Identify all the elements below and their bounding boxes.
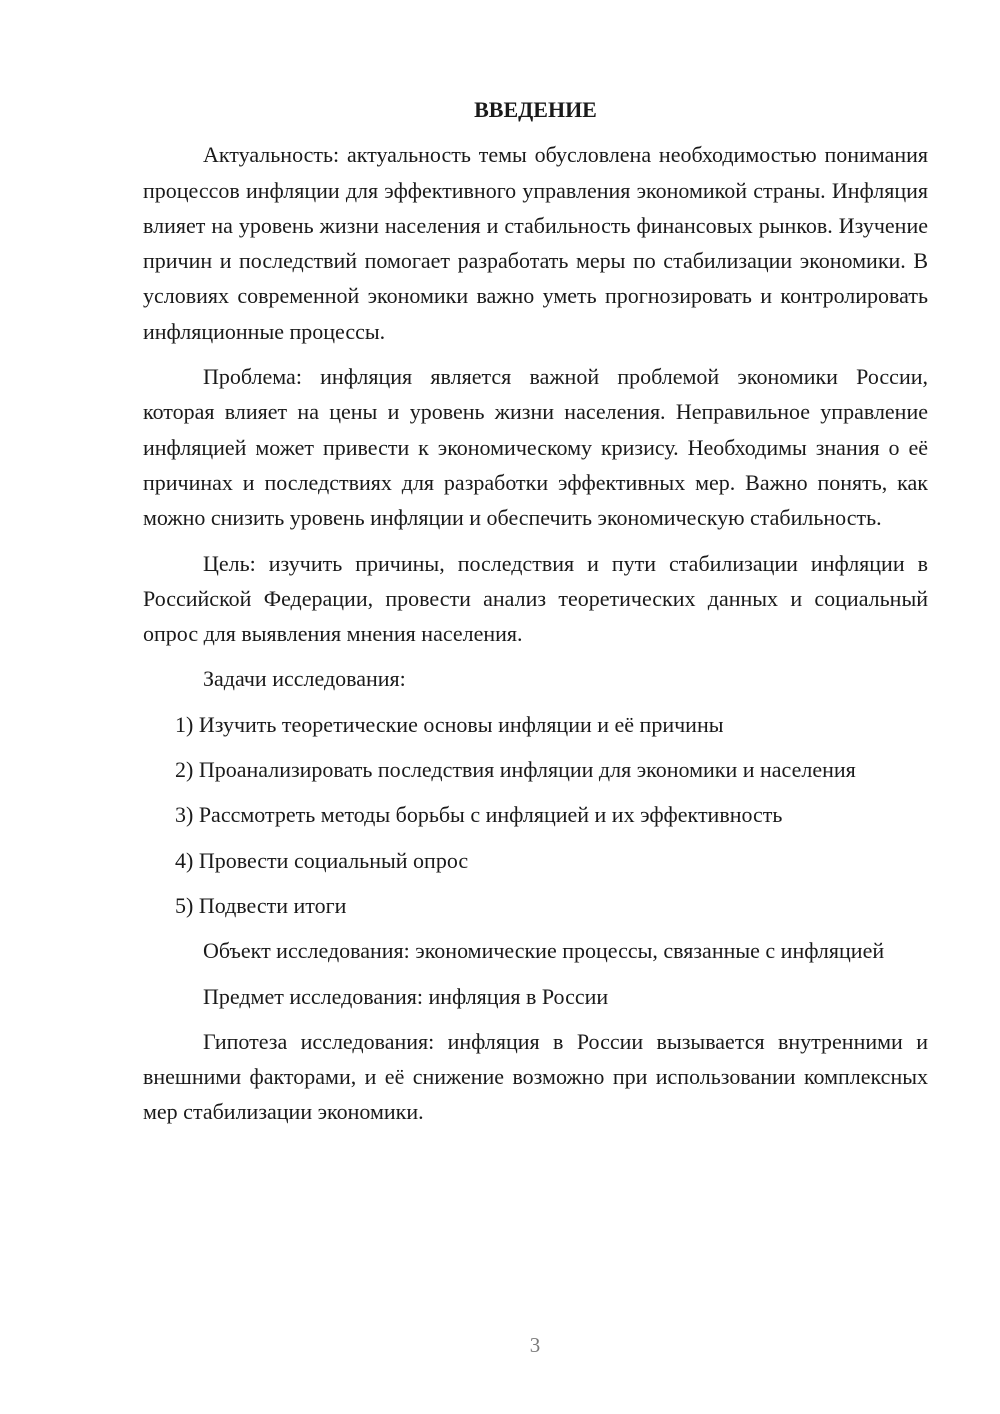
subject-paragraph: Предмет исследования: инфляция в России [203,983,609,1009]
problem-paragraph: Проблема: инфляция является важной проблемой экономики России, которая влияет на цены и уровень жизни населения. Неправильное управление инфляцией может привести к экономическому кризису. Необходимы знания о её причинах и последствиях для разработки эффективных мер. Важно понять, как можно снизить уровень инфляции и обеспечить экономическую стабильность. [143,364,928,531]
hypothesis-paragraph: Гипотеза исследования: инфляция в России вызывается внутренними и внешними факторами, и её снижение возможно при использовании комплексных мер стабилизации экономики. [143,1028,928,1125]
task-item: 4) Провести социальный опрос [175,847,469,873]
object-paragraph: Объект исследования: экономические процессы, связанные с инфляцией [203,938,885,964]
task-item: 2) Проанализировать последствия инфляции для экономики и населения [175,757,856,783]
task-item: 5) Подвести итоги [175,892,347,918]
relevance-paragraph: Актуальность: актуальность темы обусловлена необходимостью понимания процессов инфляции для эффективного управления экономикой страны. Инфляция влияет на уровень жизни населения и стабильность финансовых рынков. Изучение причин и последствий помогает разработать меры по стабилизации экономики. В условиях современной экономики важно уметь прогнозировать и контролировать инфляционные процессы. [143,142,928,344]
document-page [143,92,928,1140]
goal-paragraph: Цель: изучить причины, последствия и пути стабилизации инфляции в Российской Федерации, провести анализ теоретических данных и социальный опрос для выявления мнения населения. [143,550,928,647]
tasks-heading: Задачи исследования: [203,666,406,692]
task-item: 3) Рассмотреть методы борьбы с инфляцией и их эффективность [175,802,783,828]
section-title: ВВЕДЕНИЕ [474,97,597,122]
page-number: 3 [529,1333,541,1357]
task-item: 1) Изучить теоретические основы инфляции и её причины [175,711,724,737]
